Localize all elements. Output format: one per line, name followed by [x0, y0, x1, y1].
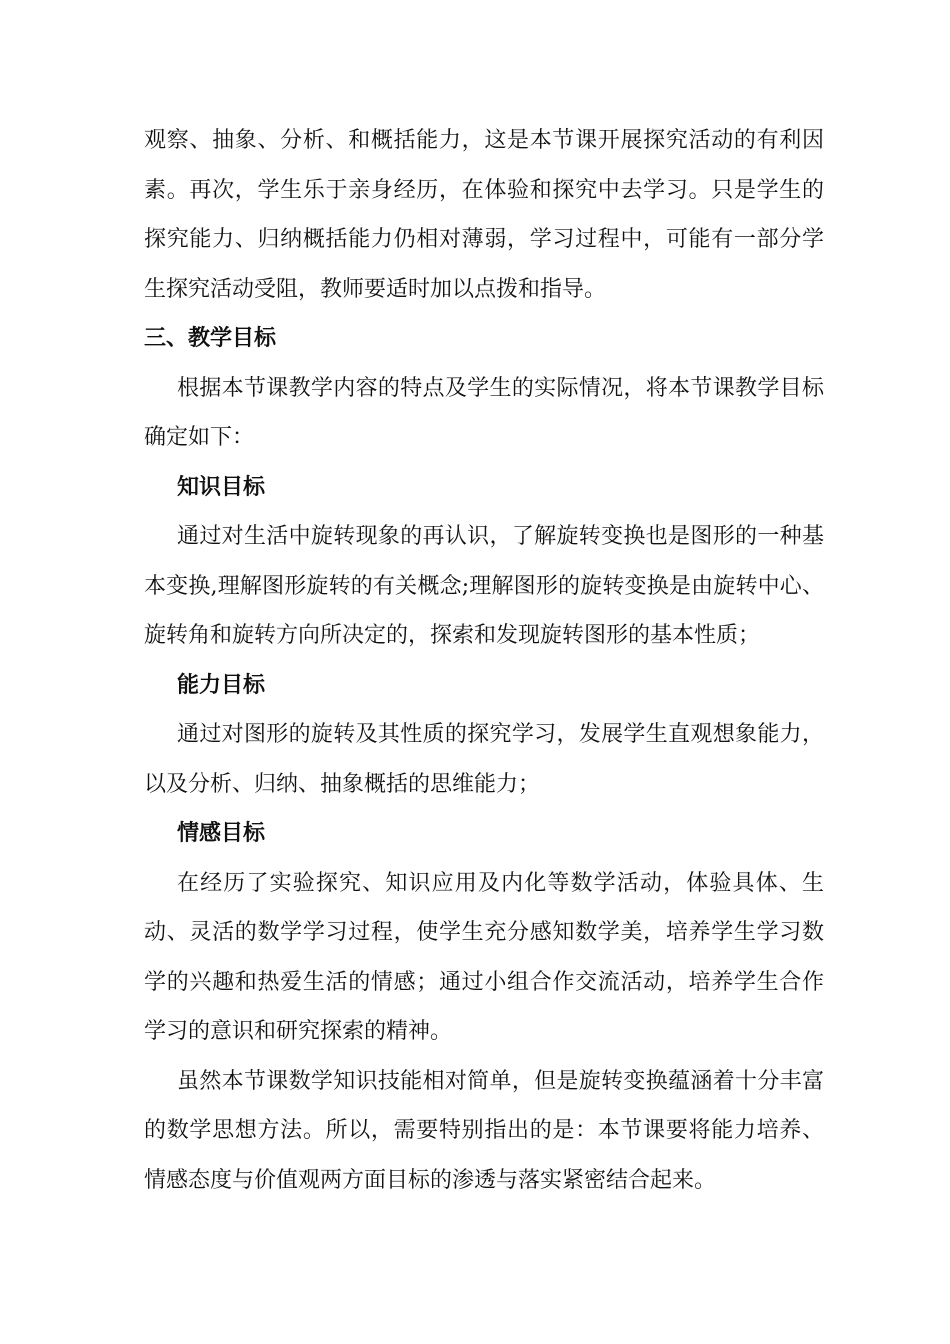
- subheading-knowledge-goals: 知识目标: [177, 474, 266, 500]
- paragraph-goals-intro: 根据本节课教学内容的特点及学生的实际情况，将本节课教学目标确定如下：: [144, 375, 824, 450]
- paragraph-intro: 观察、抽象、分析、和概括能力，这是本节课开展探究活动的有利因素。再次，学生乐于亲身经历，在体验和探究中去学习。只是学生的探究能力、归纳概括能力仍相对薄弱，学习过程中，可能有一部分学生探究活动受阻，教师要适时加以点拨和指导。: [144, 128, 824, 302]
- paragraph-knowledge-goals: 通过对生活中旋转现象的再认识，了解旋转变换也是图形的一种基本变换,理解图形旋转的有关概念;理解图形的旋转变换是由旋转中心、旋转角和旋转方向所决定的，探索和发现旋转图形的基本性质；: [144, 524, 824, 648]
- section-heading-teaching-goals: 三、教学目标: [144, 326, 277, 351]
- paragraph-closing: 虽然本节课数学知识技能相对简单，但是旋转变换蕴涵着十分丰富的数学思想方法。所以，需要特别指出的是：本节课要将能力培养、情感态度与价值观两方面目标的渗透与落实紧密结合起来。: [144, 1068, 824, 1193]
- subheading-emotion-goals: 情感目标: [177, 821, 266, 846]
- subheading-ability-goals: 能力目标: [177, 672, 266, 698]
- paragraph-emotion-goals: 在经历了实验探究、知识应用及内化等数学活动，体验具体、生动、灵活的数学学习过程，使学生充分感知数学美，培养学生学习数学的兴趣和热爱生活的情感；通过小组合作交流活动，培养学生合作学习的意识和研究探索的精神。: [144, 870, 824, 1044]
- paragraph-ability-goals: 通过对图形的旋转及其性质的探究学习，发展学生直观想象能力，以及分析、归纳、抽象概括的思维能力；: [144, 722, 824, 797]
- document-body: [144, 116, 824, 1205]
